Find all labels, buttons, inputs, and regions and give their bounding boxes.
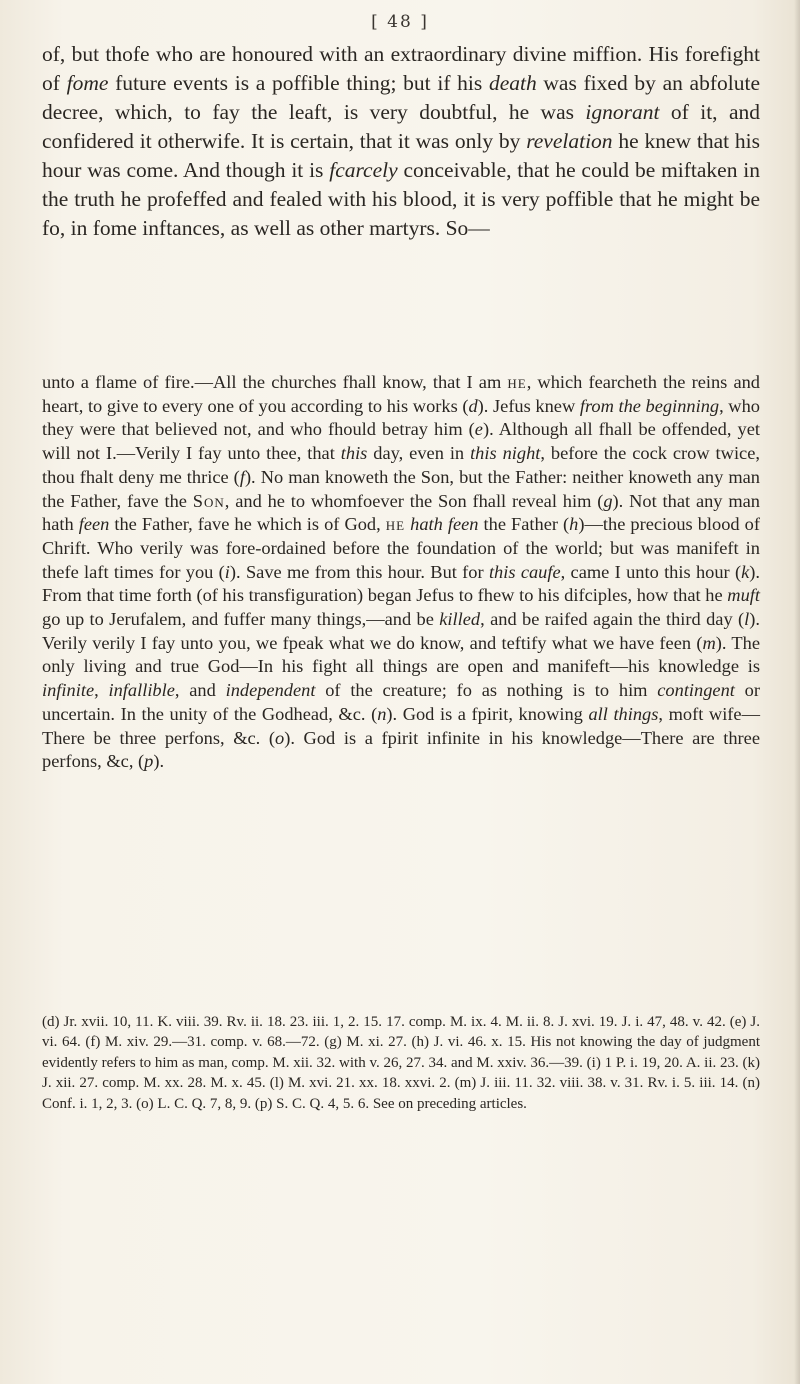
quotation-paragraph: unto a flame of fire.—All the churches fhall know, that I am he, which fearcheth the reins and heart, to give to every one of you according to his works (d). Jefus knew from the beginning, who they were that believed not, and who fhould betray him (e). Although all fhall be offended, yet will not I.—Verily I fay unto thee, that this day, even in this night, before the cock crow twice, thou fhalt deny me thrice (f). No man knoweth the Son, but the Father: neither knoweth any man the Father, fave the Son, and he to whomfoever the Son fhall reveal him (g). Not that any man hath feen the Father, fave he which is of God, he hath feen the Father (h)—the precious blood of Chrift. Who verily was fore-ordained before the foundation of the world; but was manifeft in thefe laft times for you (i). Save me from this hour. But for this caufe, came I unto this hour (k). From that time forth (of his transfiguration) began Jefus to fhew to his difciples, how that he muft go up to Jerufalem, and fuffer many things,—and be killed, and be raifed again the third day (l). Verily verily I fay unto you, we fpeak what we do know, and teftify what we have feen (m). The only living and true God—In his fight all things are open and manifeft—his knowledge is infinite, infallible, and independent of the creature; fo as nothing is to him contingent or uncertain. In the unity of the Godhead, &c. (n). God is a fpirit, knowing all things, moft wife—There be three perfons, &c. (o). God is a fpirit infinite in his knowledge—There are three perfons, &c, (p). (42, 372, 761, 772)
page-number: [ 48 ] (371, 12, 429, 32)
page-edge-shadow (794, 0, 800, 1384)
main-text-block (42, 40, 760, 243)
footnotes-text: (d) Jr. xvii. 10, 11. K. viii. 39. Rv. ii. 18. 23. iii. 1, 2. 15. 17. comp. M. ix. 4. M. ii. 8. J. xvi. 19. J. i. 47, 48. v. 42. (e) J. vi. 64. (f) M. xiv. 29.—31. comp. v. 68.—72. (g) M. xi. 27. (h) J. vi. 46. x. 15. His not knowing the day of judgment evidently refers to him as man, comp. M. xii. 32. with v. 26, 27. 34. and M. xxiv. 36.—39. (i) 1 P. i. 19, 20. A. ii. 23. (k) J. xii. 27. comp. M. xx. 28. M. x. 45. (l) M. xvi. 21. xx. 18. xxvi. 2. (m) J. iii. 11. 32. viii. 38. v. 31. Rv. i. 5. iii. 14. (n) Conf. i. 1, 2, 3. (o) L. C. Q. 7, 8, 9. (p) S. C. Q. 4, 5. 6. See on preceding articles. (42, 1014, 760, 1112)
main-paragraph: of, but thofe who are honoured with an extraordinary divine miffion. His forefight of fome future events is a poffible thing; but if his death was fixed by an abfolute decree, which, to fay the leaft, is very doubtful, he was ignorant of it, and confidered it otherwife. It is certain, that it was only by revelation he knew that his hour was come. And though it is fcarcely conceivable, that he could be miftaken in the truth he profeffed and fealed with his blood, it is very poffible that he might be fo, in fome inftances, as well as other martyrs. So— (42, 42, 760, 240)
footnotes-block (42, 1012, 760, 1114)
scripture-quotation-block (42, 371, 760, 774)
